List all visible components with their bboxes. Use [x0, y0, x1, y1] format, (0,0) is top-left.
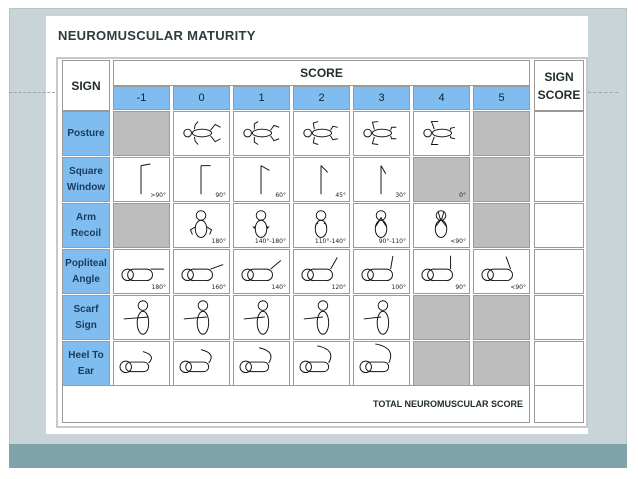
infant-full-flexion-icon: [414, 112, 469, 155]
heel-to-ear-icon: [174, 342, 229, 385]
score-column-5: 5: [473, 86, 530, 110]
angle-label: 180°: [151, 284, 166, 291]
score-cell: [473, 203, 530, 248]
score-column-2: 2: [293, 86, 350, 110]
score-cell: [473, 295, 530, 340]
total-score-cell[interactable]: [534, 385, 584, 423]
row-label-5: Heel To Ear: [62, 341, 110, 386]
score-cell[interactable]: [353, 157, 410, 202]
sign-score-cell[interactable]: [534, 295, 584, 340]
angle-label: 120°: [331, 284, 346, 291]
angle-label: 180°: [211, 238, 226, 245]
score-cell[interactable]: [353, 111, 410, 156]
angle-label: 60°: [275, 192, 286, 199]
score-cell[interactable]: [293, 203, 350, 248]
scarf-sign-icon: [234, 296, 289, 339]
infant-arms-legs-flexed-icon: [354, 112, 409, 155]
row-label-1: Square Window: [62, 157, 110, 202]
sign-score-header: SIGN SCORE: [534, 60, 584, 111]
score-cell[interactable]: [473, 249, 530, 294]
score-cell[interactable]: [413, 111, 470, 156]
score-cell[interactable]: [173, 249, 230, 294]
angle-label: 45°: [335, 192, 346, 199]
score-cell: [413, 295, 470, 340]
scarf-sign-icon: [114, 296, 169, 339]
angle-label: >90°: [150, 192, 166, 199]
score-cell[interactable]: [113, 157, 170, 202]
score-column-4: 4: [413, 86, 470, 110]
score-cell: [473, 341, 530, 386]
infant-slight-flexion-icon: [234, 112, 289, 155]
score-cell: [473, 157, 530, 202]
heel-to-ear-icon: [114, 342, 169, 385]
score-cell[interactable]: [173, 341, 230, 386]
total-score-label: TOTAL NEUROMUSCULAR SCORE: [62, 385, 530, 423]
sign-score-cell[interactable]: [534, 157, 584, 202]
score-column-0: 0: [173, 86, 230, 110]
score-column-1: 1: [233, 86, 290, 110]
score-cell: [113, 111, 170, 156]
heel-to-ear-icon: [354, 342, 409, 385]
angle-label: 0°: [459, 192, 466, 199]
heel-to-ear-icon: [294, 342, 349, 385]
sign-score-cell[interactable]: [534, 249, 584, 294]
angle-label: 90°: [215, 192, 226, 199]
score-cell[interactable]: [233, 111, 290, 156]
decorative-rule-right: [588, 92, 618, 93]
score-header: SCORE: [113, 60, 530, 86]
score-cell[interactable]: [293, 157, 350, 202]
row-label-0: Posture: [62, 111, 110, 156]
angle-label: 160°: [211, 284, 226, 291]
angle-label: 30°: [395, 192, 406, 199]
heel-to-ear-icon: [234, 342, 289, 385]
score-cell[interactable]: [413, 203, 470, 248]
sign-score-cell[interactable]: [534, 203, 584, 248]
score-cell[interactable]: [173, 111, 230, 156]
score-cell[interactable]: [353, 249, 410, 294]
score-cell[interactable]: [293, 295, 350, 340]
scarf-sign-icon: [354, 296, 409, 339]
row-label-4: Scarf Sign: [62, 295, 110, 340]
angle-label: 100°: [391, 284, 406, 291]
score-cell[interactable]: [413, 249, 470, 294]
angle-label: <90°: [510, 284, 526, 291]
angle-label: 90°: [455, 284, 466, 291]
score-cell: [413, 157, 470, 202]
infant-hips-flexed-icon: [294, 112, 349, 155]
decorative-rule-left: [9, 92, 55, 93]
score-cell[interactable]: [353, 203, 410, 248]
row-label-2: Arm Recoil: [62, 203, 110, 248]
score-cell[interactable]: [113, 341, 170, 386]
score-cell: [413, 341, 470, 386]
score-cell[interactable]: [113, 295, 170, 340]
scarf-sign-icon: [174, 296, 229, 339]
sign-score-cell[interactable]: [534, 111, 584, 156]
score-cell[interactable]: [173, 295, 230, 340]
row-label-3: Popliteal Angle: [62, 249, 110, 294]
angle-label: 90°-110°: [378, 238, 406, 245]
score-cell[interactable]: [233, 341, 290, 386]
score-cell[interactable]: [353, 341, 410, 386]
score-column--1: -1: [113, 86, 170, 110]
score-cell[interactable]: [293, 111, 350, 156]
score-cell[interactable]: [233, 157, 290, 202]
score-cell: [473, 111, 530, 156]
slide-bottom-bar: [9, 444, 627, 468]
infant-supine-extended-icon: [174, 112, 229, 155]
sign-header: SIGN: [62, 60, 110, 111]
score-column-3: 3: [353, 86, 410, 110]
angle-label: 140°-180°: [254, 238, 286, 245]
score-cell[interactable]: [293, 341, 350, 386]
score-cell: [113, 203, 170, 248]
page-title: NEUROMUSCULAR MATURITY: [58, 28, 256, 43]
score-cell[interactable]: [233, 249, 290, 294]
score-cell[interactable]: [113, 249, 170, 294]
score-cell[interactable]: [173, 203, 230, 248]
scarf-sign-icon: [294, 296, 349, 339]
sign-score-cell[interactable]: [534, 341, 584, 386]
score-cell[interactable]: [353, 295, 410, 340]
score-cell[interactable]: [173, 157, 230, 202]
score-cell[interactable]: [233, 203, 290, 248]
score-cell[interactable]: [233, 295, 290, 340]
angle-label: 140°: [271, 284, 286, 291]
score-cell[interactable]: [293, 249, 350, 294]
angle-label: 110°-140°: [314, 238, 346, 245]
angle-label: <90°: [450, 238, 466, 245]
